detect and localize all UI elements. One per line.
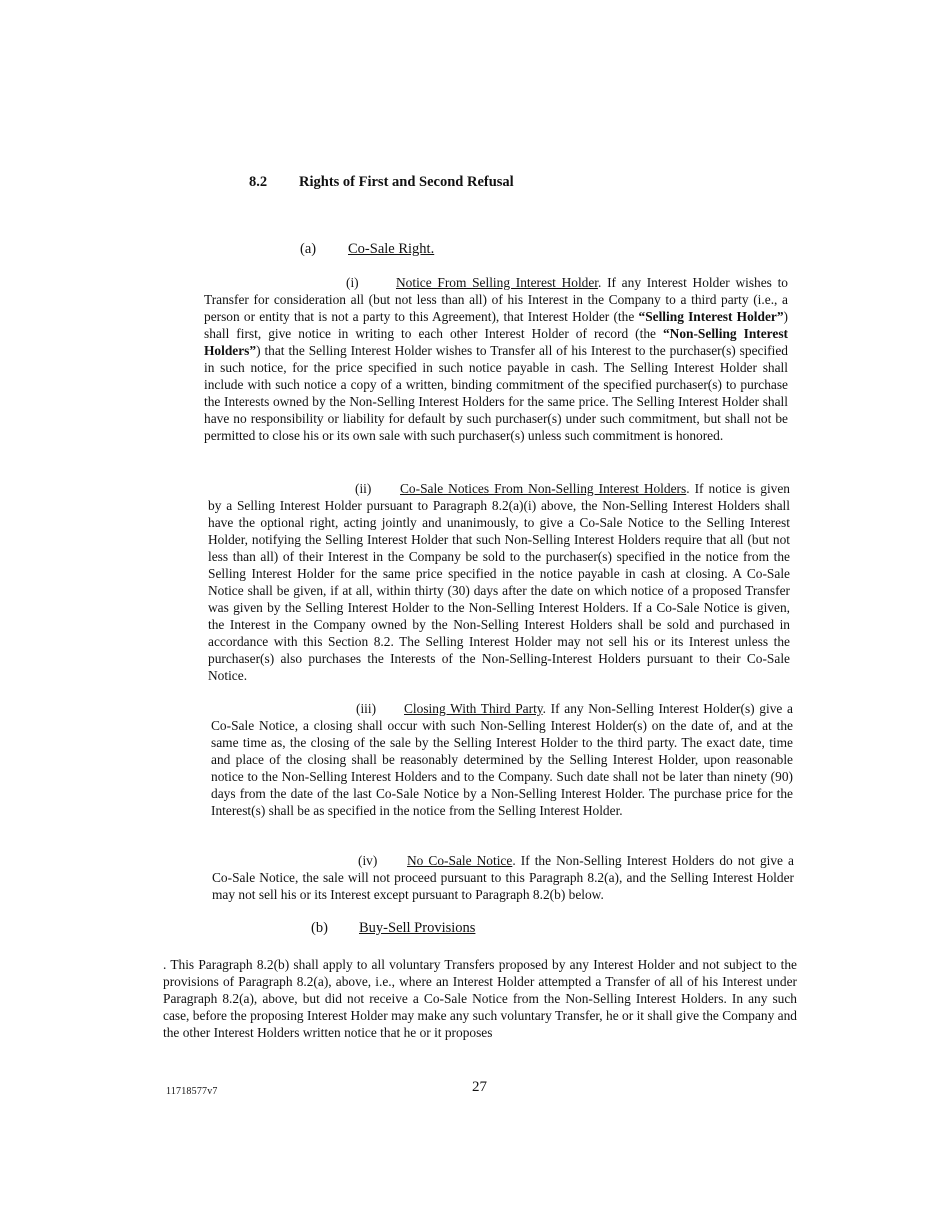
paragraph-ii-title: Co-Sale Notices From Non-Selling Interest Holders bbox=[400, 481, 687, 496]
paragraph-iii-title: Closing With Third Party bbox=[404, 701, 543, 716]
section-number: 8.2 bbox=[249, 174, 268, 190]
defined-term-non-selling: “Non-Selling Interest Holders” bbox=[204, 326, 789, 358]
subsection-b-heading bbox=[311, 920, 475, 937]
paragraph-iv-title: No Co-Sale Notice bbox=[407, 853, 513, 868]
paragraph-iv bbox=[212, 852, 794, 903]
paragraph-i-text: . If any Interest Holder wishes to Transfer for consideration all (but not less than all) of his Interest in the Company to a third party (i.e., a person or entity that is not a party to this Agreement), that Interest Holder (the bbox=[204, 275, 789, 324]
paragraph-i-title: Notice From Selling Interest Holder bbox=[396, 275, 599, 290]
paragraph-iii-label: (iii) bbox=[356, 701, 377, 716]
paragraph-iv-text: . If the Non-Selling Interest Holders do not give a Co-Sale Notice, the sale will not proceed pursuant to this Paragraph 8.2(a), and the Selling Interest Holder may not sell his or its Interest except pursuant to Paragraph 8.2(b) below. bbox=[212, 853, 794, 902]
subsection-a-title: Co-Sale Right. bbox=[348, 241, 435, 257]
paragraph-ii-text: . If notice is given by a Selling Interest Holder pursuant to Paragraph 8.2(a)(i) above, the Non-Selling Interest Holders shall have the optional right, acting jointly and unanimously, to give a Co-Sale Notice to the Selling Interest Holder, notifying the Selling Interest Holder that such Non-Selling Interest Holders require that all (but not less than all) of their Interest in the Company be sold to the purchaser(s) specified in the notice from the Selling Interest Holder for the same price specified in the notice payable in cash at closing. A Co-Sale Notice shall be given, if at all, within thirty (30) days after the date on which notice of a proposed Transfer was given by the Selling Interest Holder to the Non-Selling Interest Holders. If a Co-Sale Notice is given, the Interest in the Company owned by the Non-Selling Interest Holders shall be sold and purchased in accordance with this Section 8.2. The Selling Interest Holder may not sell his or its Interest unless the purchaser(s) also purchases the Interests of the Non-Selling-Interest Holders pursuant to their Co-Sale Notice. bbox=[208, 481, 790, 683]
defined-term-selling: “Selling Interest Holder” bbox=[638, 309, 784, 324]
paragraph-ii-label: (ii) bbox=[355, 481, 372, 496]
paragraph-b: . This Paragraph 8.2(b) shall apply to all voluntary Transfers proposed by any Interest Holder and not subject to the provisions of Paragraph 8.2(a), above, i.e., where an Interest Holder attempted a Transfer of all of his Interest under Paragraph 8.2(a), above, but did not receive a Co-Sale Notice from the Non-Selling Interest Holders. In any such case, before the proposing Interest Holder may make any such voluntary Transfer, he or it shall give the Company and the other Interest Holders written notice that he or it proposes bbox=[163, 957, 797, 1040]
section-title: Rights of First and Second Refusal bbox=[299, 174, 514, 190]
paragraph-iii-text: . If any Non-Selling Interest Holder(s) give a Co-Sale Notice, a closing shall occur with such Non-Selling Interest Holder(s) on the date of, and at the same time as, the closing of the sale by the Selling Interest Holder to the third party. The exact date, time and place of the closing shall be reasonably determined by the Selling Interest Holder, upon reasonable notice to the Non-Selling Interest Holders and to the Company. Such date shall not be later than ninety (90) days from the date of the last Co-Sale Notice by a Non-Selling Interest Holder. The purchase price for the Interest(s) shall be as specified in the notice from the Selling Interest Holder. bbox=[211, 701, 793, 818]
paragraph-ii bbox=[208, 480, 790, 684]
paragraph-i-label: (i) bbox=[346, 275, 359, 290]
paragraph-i-text-2: ) shall first, give notice in writing to each other Interest Holder of record (the bbox=[204, 309, 788, 341]
section-heading bbox=[249, 174, 514, 191]
subsection-b-title: Buy-Sell Provisions bbox=[359, 920, 476, 936]
subsection-b-label: (b) bbox=[311, 920, 328, 936]
paragraph-iii bbox=[211, 700, 793, 819]
paragraph-i bbox=[204, 274, 788, 444]
document-id: 11718577v7 bbox=[166, 1086, 218, 1097]
page-number: 27 bbox=[472, 1079, 487, 1095]
subsection-a-label: (a) bbox=[300, 241, 317, 257]
subsection-a-heading bbox=[300, 241, 434, 258]
paragraph-iv-label: (iv) bbox=[358, 853, 378, 868]
paragraph-i-text-3: ) that the Selling Interest Holder wishes to Transfer all of his Interest to the purchaser(s) specified in such notice, for the price specified in such notice payable in cash. The Selling Interest Holder shall include with such notice a copy of a written, binding commitment of the specified purchaser(s) to purchase the Interests owned by the Non-Selling Interest Holders for the same price. The Selling Interest Holder shall have no responsibility or liability for default by such purchaser(s) under such commitment, but shall not be permitted to close his or its own sale with such purchaser(s) unless such commitment is honored. bbox=[204, 343, 788, 443]
